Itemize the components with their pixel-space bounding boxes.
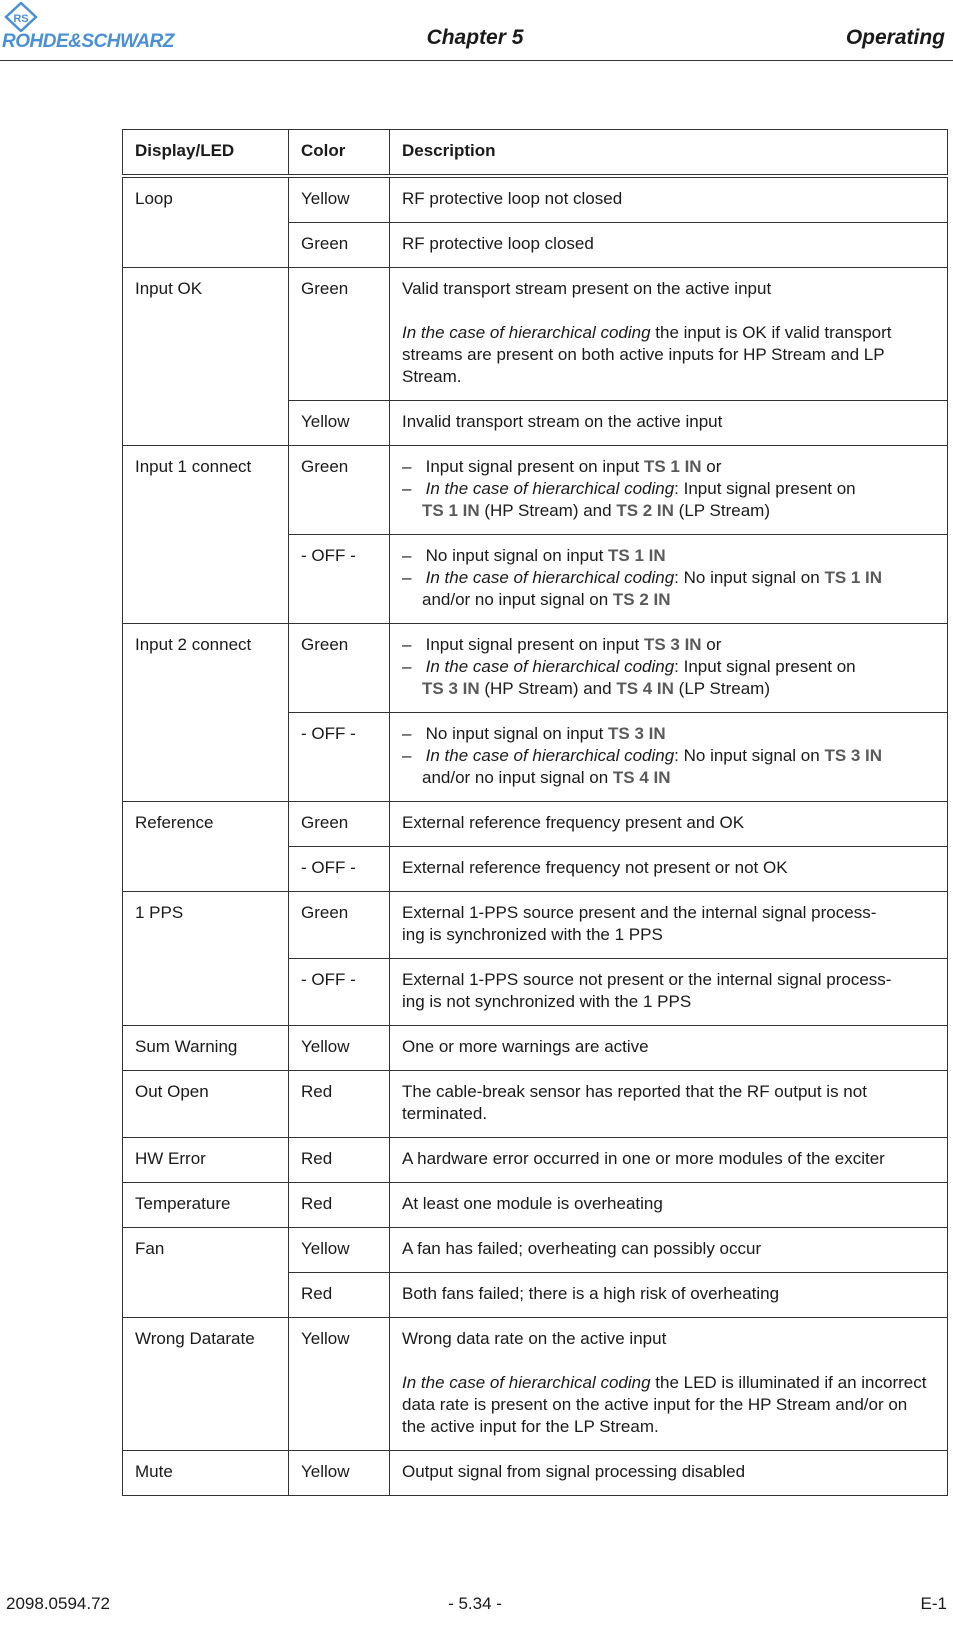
- connector-label: TS 3 IN: [608, 723, 666, 743]
- text: Input signal present on input: [425, 634, 644, 654]
- display-cell: Sum Warning: [123, 1025, 289, 1070]
- list-item: – No input signal on input TS 1 IN: [402, 545, 666, 565]
- description-cell: A hardware error occurred in one or more modules of the exciter: [390, 1137, 948, 1182]
- text: : Input signal present on: [674, 478, 856, 498]
- list-item: – In the case of hierarchical coding: Input signal present on TS 1 IN (HP Stream) and TS 2 IN (LP Stream): [402, 478, 856, 520]
- description-cell: RF protective loop closed: [390, 222, 948, 267]
- table-row: [123, 1227, 948, 1272]
- color-cell: - OFF -: [289, 712, 390, 801]
- color-cell: Yellow: [289, 1317, 390, 1450]
- text: No input signal on input: [425, 723, 609, 743]
- description-cell: [390, 623, 948, 712]
- display-cell: Out Open: [123, 1070, 289, 1137]
- text: and/or no input signal on: [422, 589, 613, 609]
- list-item: – In the case of hierarchical coding: No input signal on TS 1 IN and/or no input signal on TS 2 IN: [402, 567, 883, 609]
- description-text: Wrong data rate on the active input: [402, 1328, 667, 1348]
- text: or: [701, 456, 722, 476]
- color-cell: - OFF -: [289, 846, 390, 891]
- display-cell: Loop: [123, 176, 289, 268]
- connector-label: TS 3 IN: [422, 678, 480, 698]
- text: : Input signal present on: [674, 656, 856, 676]
- italic-text: In the case of hierarchical coding: [425, 567, 675, 587]
- header-rule: [0, 60, 953, 61]
- display-cell: 1 PPS: [123, 891, 289, 1025]
- description-cell: [390, 1317, 948, 1450]
- table-row: [123, 1317, 948, 1450]
- color-cell: - OFF -: [289, 534, 390, 623]
- text: No input signal on input: [425, 545, 609, 565]
- text: Input signal present on input: [425, 456, 644, 476]
- table-row: [123, 623, 948, 712]
- table-row: [123, 1450, 948, 1495]
- column-header-color: Color: [289, 130, 390, 176]
- description-cell: [390, 267, 948, 400]
- text: (HP Stream) and: [479, 500, 617, 520]
- connector-label: TS 4 IN: [612, 767, 671, 787]
- description-cell: [390, 712, 948, 801]
- description-cell: Both fans failed; there is a high risk of overheating: [390, 1272, 948, 1317]
- text: (LP Stream): [673, 678, 770, 698]
- text: ing is not synchronized with the 1 PPS: [402, 991, 692, 1011]
- connector-label: TS 3 IN: [643, 634, 702, 654]
- rohde-schwarz-emblem-icon: [4, 2, 38, 32]
- description-cell: [390, 534, 948, 623]
- italic-text: In the case of hierarchical coding: [425, 656, 675, 676]
- list-item: – In the case of hierarchical coding: Input signal present on TS 3 IN (HP Stream) and TS 4 IN (LP Stream): [402, 656, 856, 698]
- description-cell: [390, 891, 948, 958]
- text: and/or no input signal on: [422, 767, 613, 787]
- connector-label: TS 1 IN: [422, 500, 480, 520]
- color-cell: Yellow: [289, 176, 390, 223]
- connector-label: TS 3 IN: [824, 745, 883, 765]
- connector-label: TS 2 IN: [616, 500, 674, 520]
- text: or: [701, 634, 722, 654]
- text: The cable-break sensor has reported that the RF output is not: [402, 1081, 867, 1101]
- text: ing is synchronized with the 1 PPS: [402, 924, 663, 944]
- description-note: [402, 322, 935, 388]
- list-item: – In the case of hierarchical coding: No input signal on TS 3 IN and/or no input signal on TS 4 IN: [402, 745, 883, 787]
- company-logo: [2, 2, 222, 52]
- text: External 1-PPS source not present or the internal signal process-: [402, 969, 892, 989]
- text: External 1-PPS source present and the internal signal process-: [402, 902, 877, 922]
- description-cell: At least one module is overheating: [390, 1182, 948, 1227]
- page-number: - 5.34 -: [448, 1594, 502, 1613]
- color-cell: Green: [289, 801, 390, 846]
- color-cell: Green: [289, 222, 390, 267]
- connector-label: TS 4 IN: [616, 678, 674, 698]
- column-header-display: Display/LED: [123, 130, 289, 176]
- description-cell: A fan has failed; overheating can possibly occur: [390, 1227, 948, 1272]
- led-status-table: [122, 129, 948, 1496]
- description-text: Valid transport stream present on the active input: [402, 278, 772, 298]
- color-cell: Yellow: [289, 400, 390, 445]
- table-row: [123, 445, 948, 534]
- italic-text: In the case of hierarchical coding: [425, 745, 675, 765]
- text: : No input signal on: [674, 745, 825, 765]
- connector-label: TS 1 IN: [824, 567, 883, 587]
- color-cell: Red: [289, 1182, 390, 1227]
- text: terminated.: [402, 1103, 488, 1123]
- color-cell: - OFF -: [289, 958, 390, 1025]
- display-cell: Input 1 connect: [123, 445, 289, 623]
- display-cell: Temperature: [123, 1182, 289, 1227]
- description-cell: RF protective loop not closed: [390, 176, 948, 223]
- display-cell: Reference: [123, 801, 289, 891]
- table-row: [123, 1137, 948, 1182]
- text: (LP Stream): [673, 500, 770, 520]
- table-row: [123, 1025, 948, 1070]
- connector-label: TS 2 IN: [612, 589, 671, 609]
- color-cell: Yellow: [289, 1025, 390, 1070]
- description-note: [402, 1372, 935, 1438]
- color-cell: Green: [289, 445, 390, 534]
- table-row: [123, 1070, 948, 1137]
- description-cell: [390, 958, 948, 1025]
- list-item: – Input signal present on input TS 3 IN or: [402, 634, 722, 654]
- text: : No input signal on: [674, 567, 825, 587]
- chapter-title: Chapter 5: [426, 26, 524, 49]
- color-cell: Green: [289, 267, 390, 400]
- italic-text: In the case of hierarchical coding: [402, 322, 651, 342]
- table-row: [123, 176, 948, 223]
- description-cell: Output signal from signal processing disabled: [390, 1450, 948, 1495]
- display-cell: Input 2 connect: [123, 623, 289, 801]
- italic-text: In the case of hierarchical coding: [402, 1372, 651, 1392]
- color-cell: Red: [289, 1070, 390, 1137]
- color-cell: Red: [289, 1137, 390, 1182]
- display-cell: Fan: [123, 1227, 289, 1317]
- table-header-row: [123, 130, 948, 176]
- table-row: [123, 267, 948, 400]
- note-text: the input is OK if valid transport streams are present on both active inputs for HP Stream and LP Stream.: [402, 322, 892, 386]
- color-cell: Green: [289, 891, 390, 958]
- logo-wordmark: ROHDE&SCHWARZ: [2, 31, 174, 52]
- table-row: [123, 891, 948, 958]
- color-cell: Yellow: [289, 1450, 390, 1495]
- description-cell: External reference frequency present and OK: [390, 801, 948, 846]
- column-header-description: Description: [390, 130, 948, 176]
- display-cell: Wrong Datarate: [123, 1317, 289, 1450]
- section-title: Operating: [845, 26, 945, 49]
- table-row: [123, 801, 948, 846]
- color-cell: Red: [289, 1272, 390, 1317]
- color-cell: Yellow: [289, 1227, 390, 1272]
- display-cell: Mute: [123, 1450, 289, 1495]
- description-cell: [390, 1070, 948, 1137]
- note-text: the LED is illuminated if an incorrect data rate is present on the active input for the HP Stream and/or on the active input for the LP Stream.: [402, 1372, 927, 1436]
- display-cell: Input OK: [123, 267, 289, 445]
- svg-text:RS: RS: [13, 13, 29, 25]
- display-cell: HW Error: [123, 1137, 289, 1182]
- edition-label: E-1: [920, 1594, 947, 1613]
- description-cell: [390, 445, 948, 534]
- text: (HP Stream) and: [479, 678, 617, 698]
- page-header: [0, 0, 953, 62]
- table-row: [123, 1182, 948, 1227]
- list-item: – No input signal on input TS 3 IN: [402, 723, 666, 743]
- list-item: – Input signal present on input TS 1 IN or: [402, 456, 722, 476]
- description-cell: External reference frequency not present or not OK: [390, 846, 948, 891]
- connector-label: TS 1 IN: [608, 545, 666, 565]
- description-cell: One or more warnings are active: [390, 1025, 948, 1070]
- description-cell: Invalid transport stream on the active input: [390, 400, 948, 445]
- connector-label: TS 1 IN: [643, 456, 702, 476]
- color-cell: Green: [289, 623, 390, 712]
- italic-text: In the case of hierarchical coding: [425, 478, 675, 498]
- document-number: 2098.0594.72: [6, 1594, 110, 1613]
